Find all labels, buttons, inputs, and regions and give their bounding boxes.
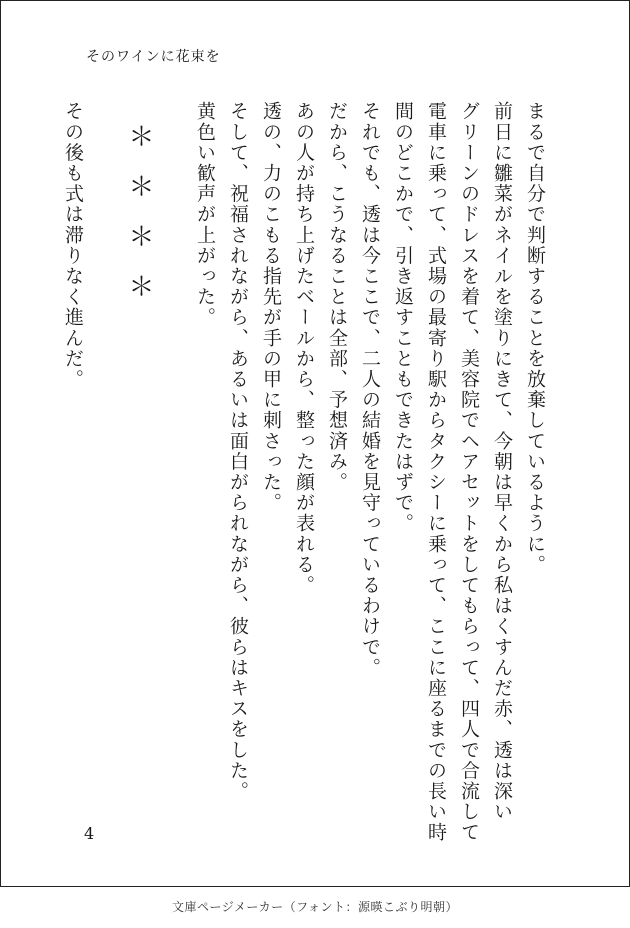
running-title: そのワインに花束を — [86, 49, 221, 65]
scene-break: ＊＊＊＊ — [124, 123, 154, 323]
paragraph: 電車に乗って、式場の最寄り駅からタクシーに乗って、ここに座るまでの長い時 — [425, 101, 447, 843]
paragraph: だから、こうなることは全部、予想済み。 — [326, 101, 348, 493]
paragraph: グリーンのドレスを着て、美容院でヘアセットをしてもらって、四人で合流して — [458, 101, 480, 843]
blank-line — [155, 101, 188, 781]
blank-line — [89, 101, 122, 781]
generator-caption: 文庫ページメーカー（フォント：源暎こぶり明朝） — [171, 900, 459, 914]
page-number: 4 — [84, 824, 95, 843]
body-text — [56, 101, 551, 843]
paragraph: その後も式は滞りなく進んだ。 — [62, 101, 84, 390]
paragraph: 黄色い歓声が上がった。 — [194, 101, 216, 328]
paragraph: それでも、透は今ここで、二人の結婚を見守っているわけで。 — [359, 101, 381, 678]
paragraph: あの人が持ち上げたベールから、整った顔が表れる。 — [293, 101, 315, 596]
paragraph: そして、祝福されながら、あるいは面白がられながら、彼らはキスをした。 — [227, 101, 249, 802]
paragraph: 透の、力のこもる指先が手の甲に刺さった。 — [260, 101, 282, 513]
paragraph: 間のどこかで、引き返すこともできたはずで。 — [392, 101, 414, 534]
paragraph: 前日に雛菜がネイルを塗りにきて、今朝は早くから私はくすんだ赤、透は深い — [491, 101, 513, 822]
paragraph: まるで自分で判断することを放棄しているように。 — [524, 101, 546, 575]
